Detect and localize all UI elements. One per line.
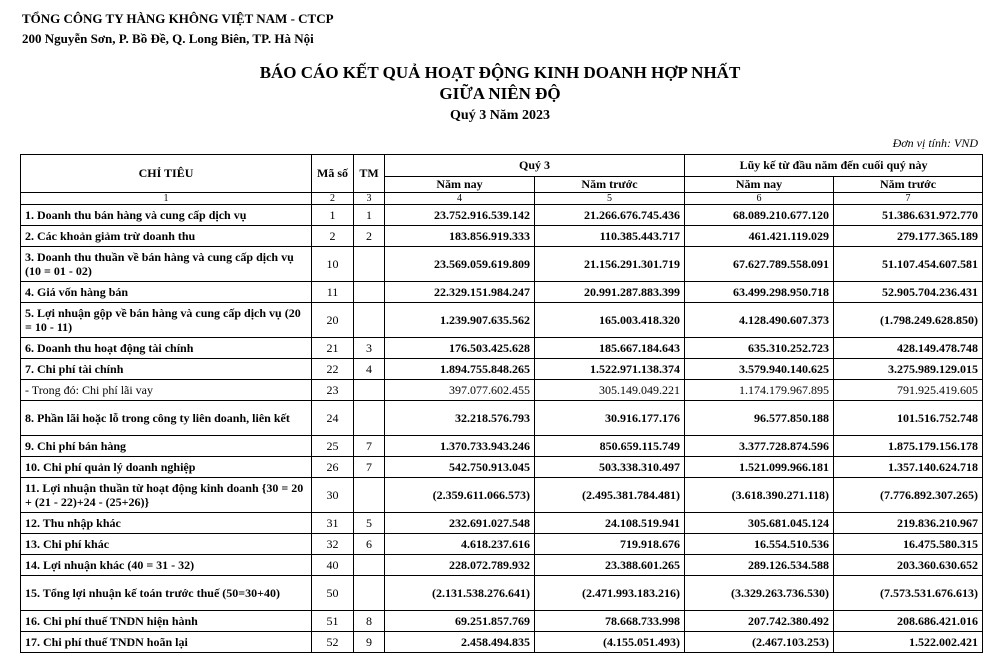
row-ytd-last-year: 16.475.580.315 [834, 534, 983, 555]
row-quarter-last-year: 503.338.310.497 [535, 457, 685, 478]
row-code: 30 [312, 478, 354, 513]
row-ytd-last-year: (7.776.892.307.265) [834, 478, 983, 513]
row-ytd-last-year: (7.573.531.676.613) [834, 576, 983, 611]
row-quarter-this-year: 4.618.237.616 [385, 534, 535, 555]
table-row [21, 632, 983, 653]
row-note: 5 [354, 513, 385, 534]
row-quarter-this-year: 23.569.059.619.809 [385, 247, 535, 282]
row-ytd-last-year: 208.686.421.016 [834, 611, 983, 632]
row-code: 2 [312, 226, 354, 247]
table-row [21, 359, 983, 380]
row-ytd-this-year: 1.521.099.966.181 [685, 457, 834, 478]
table-row [21, 282, 983, 303]
row-quarter-this-year: 22.329.151.984.247 [385, 282, 535, 303]
row-quarter-last-year: 21.266.676.745.436 [535, 205, 685, 226]
row-quarter-last-year: 1.522.971.138.374 [535, 359, 685, 380]
row-ytd-this-year: 1.174.179.967.895 [685, 380, 834, 401]
row-code: 23 [312, 380, 354, 401]
row-note [354, 380, 385, 401]
income-statement-table [20, 154, 983, 653]
row-quarter-last-year: 23.388.601.265 [535, 555, 685, 576]
row-code: 11 [312, 282, 354, 303]
header-quarter: Quý 3 [385, 155, 685, 177]
table-row [21, 401, 983, 436]
table-row [21, 555, 983, 576]
row-quarter-this-year: 232.691.027.548 [385, 513, 535, 534]
row-ytd-this-year: 4.128.490.607.373 [685, 303, 834, 338]
table-row [21, 478, 983, 513]
column-number-row [21, 193, 983, 205]
row-code: 51 [312, 611, 354, 632]
row-note [354, 401, 385, 436]
row-quarter-this-year: 1.370.733.943.246 [385, 436, 535, 457]
row-note [354, 303, 385, 338]
row-ytd-this-year: 289.126.534.588 [685, 555, 834, 576]
row-ytd-this-year: 96.577.850.188 [685, 401, 834, 436]
column-number: 6 [685, 193, 834, 205]
row-indicator: 11. Lợi nhuận thuần từ hoạt động kinh doanh {30 = 20 + (21 - 22)+24 - (25+26)} [21, 478, 312, 513]
row-quarter-last-year: 24.108.519.941 [535, 513, 685, 534]
row-ytd-last-year: 1.357.140.624.718 [834, 457, 983, 478]
row-quarter-this-year: (2.131.538.276.641) [385, 576, 535, 611]
row-ytd-this-year: 461.421.119.029 [685, 226, 834, 247]
company-address: 200 Nguyễn Sơn, P. Bồ Đề, Q. Long Biên, TP. Hà Nội [22, 31, 314, 46]
row-quarter-last-year: 850.659.115.749 [535, 436, 685, 457]
column-number: 1 [21, 193, 312, 205]
row-ytd-last-year: 428.149.478.748 [834, 338, 983, 359]
row-ytd-this-year: 16.554.510.536 [685, 534, 834, 555]
header-quarter-this-year: Năm nay [385, 177, 535, 193]
table-row [21, 576, 983, 611]
row-quarter-this-year: 23.752.916.539.142 [385, 205, 535, 226]
row-note: 6 [354, 534, 385, 555]
row-ytd-last-year: 279.177.365.189 [834, 226, 983, 247]
row-note: 1 [354, 205, 385, 226]
row-quarter-this-year: 183.856.919.333 [385, 226, 535, 247]
row-quarter-last-year: 30.916.177.176 [535, 401, 685, 436]
row-indicator: 8. Phần lãi hoặc lỗ trong công ty liên doanh, liên kết [21, 401, 312, 436]
column-number: 4 [385, 193, 535, 205]
row-ytd-last-year: 3.275.989.129.015 [834, 359, 983, 380]
row-quarter-last-year: 185.667.184.643 [535, 338, 685, 359]
row-ytd-this-year: 635.310.252.723 [685, 338, 834, 359]
row-note: 7 [354, 457, 385, 478]
table-row [21, 226, 983, 247]
row-ytd-last-year: 791.925.419.605 [834, 380, 983, 401]
row-indicator: 3. Doanh thu thuần về bán hàng và cung cấp dịch vụ (10 = 01 - 02) [21, 247, 312, 282]
row-quarter-last-year: (2.495.381.784.481) [535, 478, 685, 513]
row-indicator: 6. Doanh thu hoạt động tài chính [21, 338, 312, 359]
row-ytd-this-year: (2.467.103.253) [685, 632, 834, 653]
row-note [354, 576, 385, 611]
row-quarter-last-year: 21.156.291.301.719 [535, 247, 685, 282]
row-quarter-last-year: 305.149.049.221 [535, 380, 685, 401]
row-quarter-this-year: 2.458.494.835 [385, 632, 535, 653]
row-code: 25 [312, 436, 354, 457]
row-ytd-this-year: 63.499.298.950.718 [685, 282, 834, 303]
company-header [22, 9, 334, 49]
row-quarter-last-year: 78.668.733.998 [535, 611, 685, 632]
row-ytd-this-year: 305.681.045.124 [685, 513, 834, 534]
header-row-top [21, 155, 983, 177]
row-code: 50 [312, 576, 354, 611]
report-title-block [0, 62, 1000, 128]
report-title: BÁO CÁO KẾT QUẢ HOẠT ĐỘNG KINH DOANH HỢP NHẤT [259, 63, 741, 82]
currency-unit: Đơn vị tính: VND [892, 136, 978, 150]
row-code: 1 [312, 205, 354, 226]
row-code: 32 [312, 534, 354, 555]
row-code: 31 [312, 513, 354, 534]
row-quarter-this-year: 32.218.576.793 [385, 401, 535, 436]
row-ytd-this-year: 3.377.728.874.596 [685, 436, 834, 457]
row-code: 10 [312, 247, 354, 282]
row-indicator: 10. Chi phí quản lý doanh nghiệp [21, 457, 312, 478]
row-indicator: 9. Chi phí bán hàng [21, 436, 312, 457]
row-code: 26 [312, 457, 354, 478]
row-indicator: 12. Thu nhập khác [21, 513, 312, 534]
row-ytd-last-year: 101.516.752.748 [834, 401, 983, 436]
row-indicator: 15. Tổng lợi nhuận kế toán trước thuế (50=30+40) [21, 576, 312, 611]
row-indicator: 2. Các khoản giảm trừ doanh thu [21, 226, 312, 247]
row-note [354, 282, 385, 303]
row-ytd-last-year: 52.905.704.236.431 [834, 282, 983, 303]
header-ytd-this-year: Năm nay [685, 177, 834, 193]
row-indicator: 7. Chi phí tài chính [21, 359, 312, 380]
row-note: 7 [354, 436, 385, 457]
row-note: 9 [354, 632, 385, 653]
row-indicator: 4. Giá vốn hàng bán [21, 282, 312, 303]
table-row [21, 338, 983, 359]
row-quarter-this-year: (2.359.611.066.573) [385, 478, 535, 513]
row-quarter-last-year: (4.155.051.493) [535, 632, 685, 653]
row-indicator: 14. Lợi nhuận khác (40 = 31 - 32) [21, 555, 312, 576]
row-ytd-last-year: 51.386.631.972.770 [834, 205, 983, 226]
header-indicator: CHỈ TIÊU [21, 155, 312, 193]
row-note [354, 478, 385, 513]
row-quarter-this-year: 1.239.907.635.562 [385, 303, 535, 338]
row-indicator: - Trong đó: Chi phí lãi vay [21, 380, 312, 401]
table-row [21, 205, 983, 226]
row-indicator: 16. Chi phí thuế TNDN hiện hành [21, 611, 312, 632]
row-quarter-last-year: 165.003.418.320 [535, 303, 685, 338]
column-number: 2 [312, 193, 354, 205]
header-quarter-last-year: Năm trước [535, 177, 685, 193]
row-quarter-last-year: 110.385.443.717 [535, 226, 685, 247]
row-indicator: 17. Chi phí thuế TNDN hoãn lại [21, 632, 312, 653]
row-ytd-last-year: (1.798.249.628.850) [834, 303, 983, 338]
table-row [21, 534, 983, 555]
row-code: 24 [312, 401, 354, 436]
row-note [354, 247, 385, 282]
row-quarter-this-year: 397.077.602.455 [385, 380, 535, 401]
row-ytd-this-year: 3.579.940.140.625 [685, 359, 834, 380]
row-code: 40 [312, 555, 354, 576]
row-ytd-this-year: (3.329.263.736.530) [685, 576, 834, 611]
column-number: 7 [834, 193, 983, 205]
row-note: 3 [354, 338, 385, 359]
row-quarter-last-year: (2.471.993.183.216) [535, 576, 685, 611]
row-note: 2 [354, 226, 385, 247]
table-row [21, 513, 983, 534]
row-ytd-last-year: 1.522.002.421 [834, 632, 983, 653]
row-ytd-this-year: 207.742.380.492 [685, 611, 834, 632]
report-subtitle: GIỮA NIÊN ĐỘ [439, 84, 561, 103]
header-ytd-last-year: Năm trước [834, 177, 983, 193]
table-row [21, 457, 983, 478]
column-number: 5 [535, 193, 685, 205]
row-quarter-this-year: 1.894.755.848.265 [385, 359, 535, 380]
row-ytd-this-year: 68.089.210.677.120 [685, 205, 834, 226]
header-code: Mã số [312, 155, 354, 193]
row-quarter-last-year: 719.918.676 [535, 534, 685, 555]
row-ytd-last-year: 203.360.630.652 [834, 555, 983, 576]
row-note [354, 555, 385, 576]
row-ytd-this-year: (3.618.390.271.118) [685, 478, 834, 513]
row-quarter-last-year: 20.991.287.883.399 [535, 282, 685, 303]
row-note: 8 [354, 611, 385, 632]
row-indicator: 1. Doanh thu bán hàng và cung cấp dịch vụ [21, 205, 312, 226]
column-number: 3 [354, 193, 385, 205]
header-ytd: Lũy kế từ đầu năm đến cuối quý này [685, 155, 983, 177]
table-row [21, 303, 983, 338]
row-ytd-this-year: 67.627.789.558.091 [685, 247, 834, 282]
row-code: 22 [312, 359, 354, 380]
row-quarter-this-year: 228.072.789.932 [385, 555, 535, 576]
header-note: TM [354, 155, 385, 193]
table-row [21, 247, 983, 282]
row-code: 52 [312, 632, 354, 653]
row-ytd-last-year: 1.875.179.156.178 [834, 436, 983, 457]
row-quarter-this-year: 176.503.425.628 [385, 338, 535, 359]
table-row [21, 436, 983, 457]
row-indicator: 13. Chi phí khác [21, 534, 312, 555]
row-quarter-this-year: 69.251.857.769 [385, 611, 535, 632]
row-note: 4 [354, 359, 385, 380]
table-row [21, 611, 983, 632]
company-name: TỔNG CÔNG TY HÀNG KHÔNG VIỆT NAM - CTCP [22, 11, 334, 26]
row-indicator: 5. Lợi nhuận gộp về bán hàng và cung cấp dịch vụ (20 = 10 - 11) [21, 303, 312, 338]
row-ytd-last-year: 51.107.454.607.581 [834, 247, 983, 282]
report-period: Quý 3 Năm 2023 [450, 108, 550, 123]
row-code: 20 [312, 303, 354, 338]
row-ytd-last-year: 219.836.210.967 [834, 513, 983, 534]
row-code: 21 [312, 338, 354, 359]
table-row [21, 380, 983, 401]
row-quarter-this-year: 542.750.913.045 [385, 457, 535, 478]
